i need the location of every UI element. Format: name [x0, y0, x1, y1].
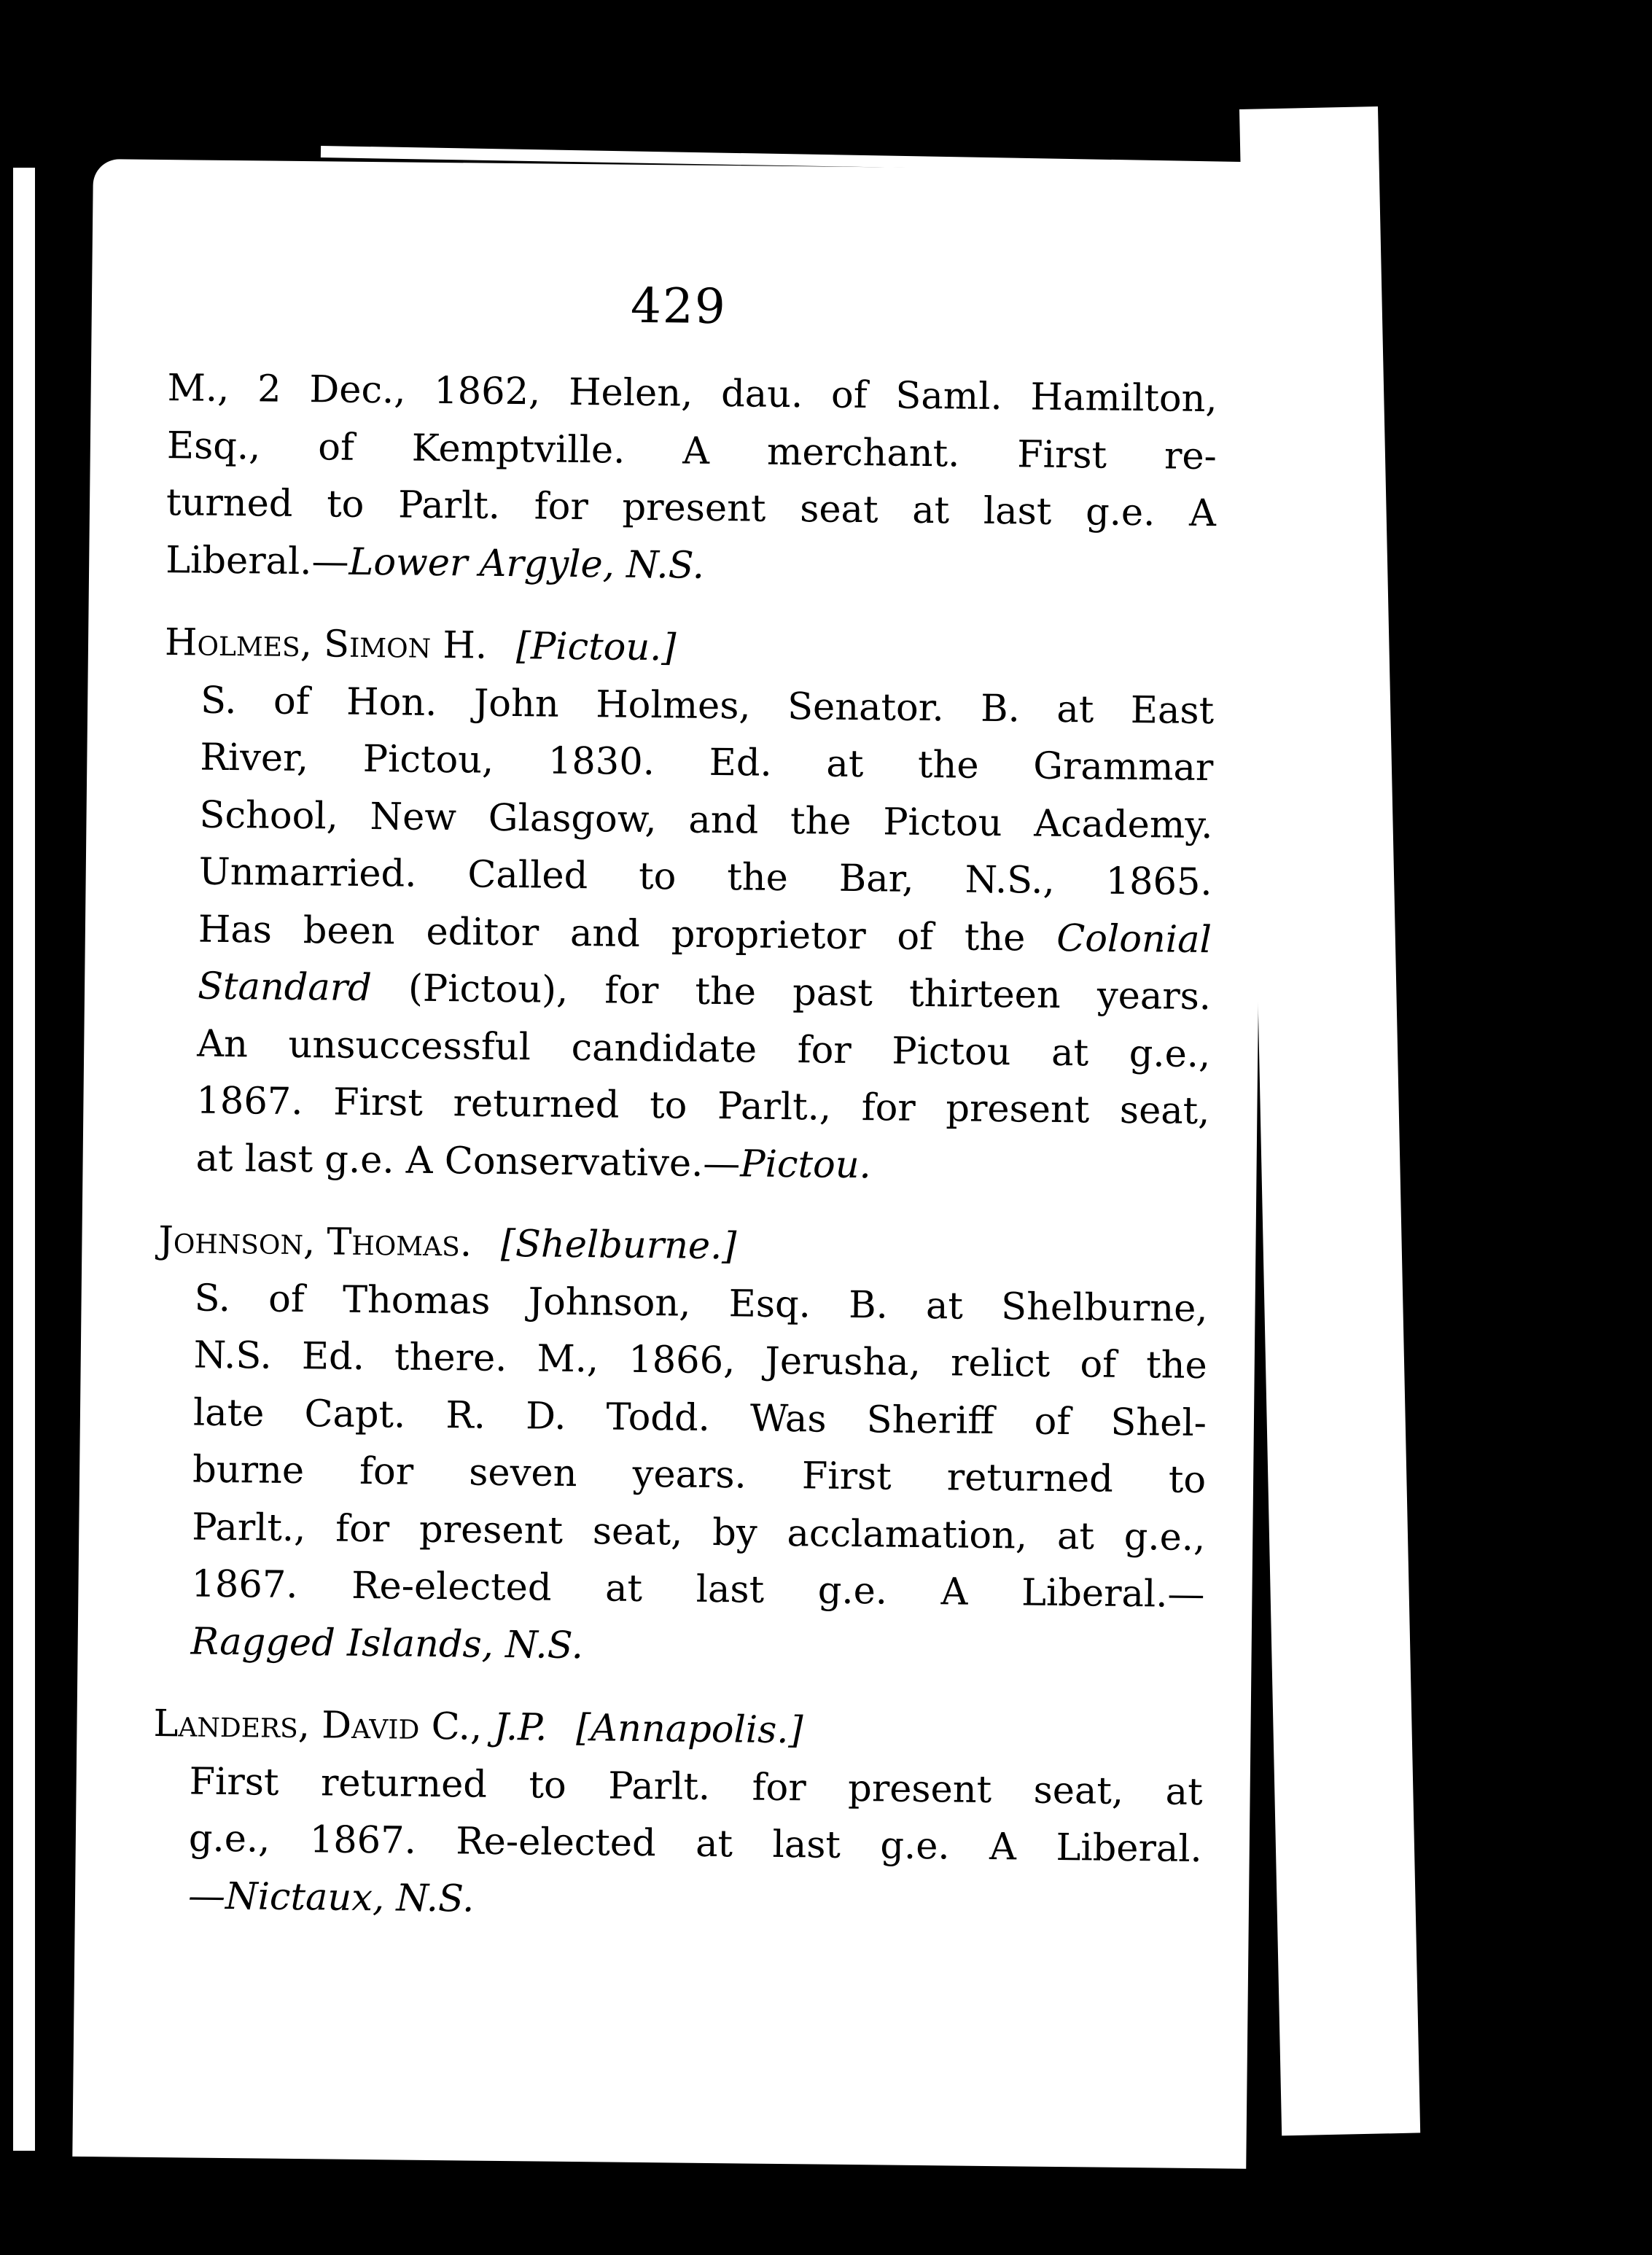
given-name: David C.,	[321, 1704, 483, 1749]
page-text	[152, 360, 1217, 1936]
continuation-paragraph	[165, 360, 1217, 600]
page-number: 429	[630, 277, 728, 335]
constituency: [Shelburne.]	[500, 1222, 737, 1269]
text-line: Has been editor and proprietor of the Colonial	[198, 908, 1212, 962]
surname: Landers	[153, 1702, 299, 1748]
text-line: First returned to Parlt. for present seat, at	[189, 1760, 1203, 1814]
text-line: turned to Parlt. for present seat at last g.e. A	[165, 481, 1217, 536]
entry-body	[154, 1270, 1208, 1682]
residence: —Nictaux, N.S.	[187, 1874, 475, 1921]
text-line: Parlt., for present seat, by acclamation, at g.e.,	[192, 1506, 1206, 1559]
text-line: S. of Thomas Johnson, Esq. B. at Shelburne,	[194, 1277, 1208, 1331]
book-page	[72, 159, 1267, 2169]
text-line: 1867. Re-elected at last g.e. A Liberal.—	[191, 1562, 1205, 1617]
entry-johnson	[154, 1212, 1208, 1681]
entry-body	[159, 672, 1214, 1199]
text-line: River, Pictou, 1830. Ed. at the Grammar	[200, 736, 1214, 790]
residence: Ragged Islands, N.S.	[190, 1620, 584, 1667]
text-line	[188, 1868, 1202, 1936]
text-line: Unmarried. Called to the Bar, N.S., 1865.	[198, 850, 1212, 905]
text-line: N.S. Ed. there. M., 1866, Jerusha, relict of the	[193, 1333, 1208, 1388]
residence: Lower Argyle, N.S.	[348, 540, 705, 588]
entry-heading: Johnson, Thomas. [Shelburne.]	[158, 1219, 737, 1269]
entry-body	[152, 1753, 1203, 1936]
text-line: M., 2 Dec., 1862, Helen, dau. of Saml. Hamilton,	[167, 367, 1217, 421]
text-line: School, New Glasgow, and the Pictou Academy.	[199, 793, 1213, 847]
title: J.P.	[494, 1705, 548, 1750]
entry-holmes	[159, 615, 1215, 1198]
text-line: at last g.e. A Conservative.—Pictou.	[195, 1137, 872, 1187]
text-line: 1867. First returned to Parlt., for present seat,	[196, 1079, 1210, 1134]
text-line: Esq., of Kemptville. A merchant. First re-	[166, 424, 1217, 478]
text-line: S. of Hon. John Holmes, Senator. B. at East	[200, 679, 1215, 733]
back-page	[1239, 106, 1420, 2135]
constituency: [Annapolis.]	[576, 1707, 803, 1753]
entry-landers	[152, 1696, 1204, 1936]
entry-heading: Landers, David C., J.P. [Annapolis.]	[153, 1702, 803, 1753]
residence: Pictou.	[740, 1142, 872, 1187]
entry-heading: Holmes, Simon H. [Pictou.]	[164, 621, 677, 670]
constituency: [Pictou.]	[515, 625, 677, 670]
surname: Johnson	[158, 1219, 304, 1264]
given-name: Thomas.	[327, 1220, 472, 1266]
text-line: Liberal.—Lower Argyle, N.S.	[165, 538, 705, 588]
text-line: late Capt. R. D. Todd. Was Sheriff of Shel-	[192, 1391, 1207, 1445]
text-line: Standard (Pictou), for the past thirteen years.	[197, 965, 1212, 1019]
given-name: Simon H.	[323, 623, 488, 668]
text-line: An unsuccessful candidate for Pictou at g.e.,	[196, 1022, 1211, 1076]
text-line: burne for seven years. First returned to	[192, 1448, 1207, 1503]
surname: Holmes	[164, 621, 301, 666]
text-line: g.e., 1867. Re-elected at last g.e. A Liberal.	[188, 1817, 1203, 1872]
text-line	[190, 1613, 1204, 1681]
binding-strip	[13, 168, 35, 2151]
